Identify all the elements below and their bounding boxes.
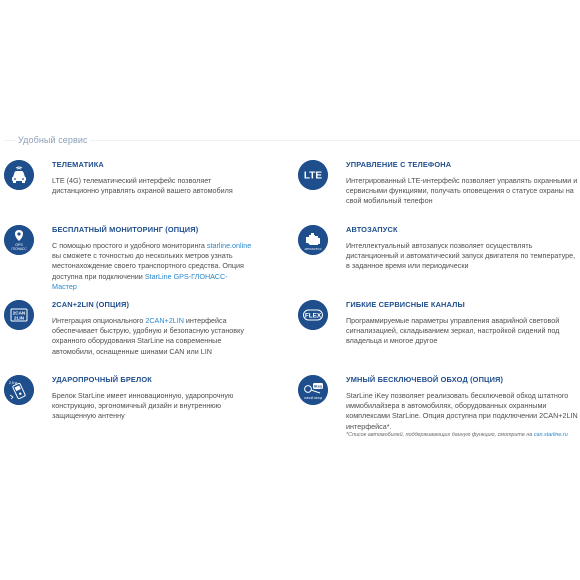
lte-icon (298, 160, 328, 190)
feature-description (52, 241, 252, 292)
lte-icon-text: LTE (303, 170, 323, 182)
footnote-text: *Список автомобилей, поддерживающих данную функцию, смотрите на (346, 432, 534, 438)
gps-glonass-icon (4, 225, 34, 255)
svg-text:УМНЫЙ ОБХОД: УМНЫЙ ОБХОД (303, 397, 323, 400)
can-starline-link[interactable]: can.starline.ru (533, 432, 568, 438)
svg-text:АВТОЗАПУСК: АВТОЗАПУСК (304, 248, 322, 251)
desc-text: Интеграция опционального (52, 316, 146, 325)
svg-text:GPS: GPS (15, 243, 23, 247)
desc-text: вы сможете с точностью до нескольких метров узнать местонахождение своего транспортного средства. Опция доступна при подключении (52, 251, 244, 281)
svg-text:2CAN: 2CAN (12, 310, 26, 316)
engine-start-icon (298, 225, 328, 255)
2can-2lin-link[interactable]: 2CAN+2LIN (145, 316, 184, 325)
shockproof-fob-icon (4, 375, 34, 405)
feature-description: Интеллектуальный автозапуск позволяет осуществлять дистанционный и автоматический запуск двигателя по температуре, в заданное время или периодически (346, 241, 576, 271)
feature-title: ГИБКИЕ СЕРВИСНЫЕ КАНАЛЫ (346, 300, 465, 309)
starline-online-link[interactable]: starline.online (206, 241, 252, 250)
svg-text:iKey: iKey (313, 383, 323, 389)
feature-title: БЕСПЛАТНЫЙ МОНИТОРИНГ (ОПЦИЯ) (52, 225, 199, 234)
flex-icon (298, 300, 328, 330)
svg-text:ГЛОНАСС: ГЛОНАСС (11, 247, 27, 251)
2can-2lin-icon (4, 300, 34, 330)
feature-title: 2CAN+2LIN (ОПЦИЯ) (52, 300, 130, 309)
svg-text:2LIN: 2LIN (14, 315, 24, 321)
feature-title: УПРАВЛЕНИЕ С ТЕЛЕФОНА (346, 160, 452, 169)
feature-description: Интегрированный LTE-интерфейс позволяет управлять охранными и сервисными функциями, получать оповещения о статусе охраны на свой мобильный телефон (346, 176, 578, 206)
section-title: Удобный сервис (18, 135, 88, 145)
gps-glonass-master-link[interactable]: StarLine GPS-ГЛОНАСС-Мастер (52, 271, 228, 291)
feature-title: УДАРОПРОЧНЫЙ БРЕЛОК (52, 375, 152, 384)
feature-description: Программируемые параметры управления аварийной световой сигнализацией, складыванием зеркал, настройкой сидений под владельца и многое другое (346, 316, 560, 346)
footnote (346, 432, 566, 438)
feature-title: АВТОЗАПУСК (346, 225, 398, 234)
feature-description: Брелок StarLine имеет инновационную, ударопрочную конструкцию, эргономичный дизайн и внутреннюю защищенную антенну (52, 391, 234, 421)
feature-title: УМНЫЙ БЕСКЛЮЧЕВОЙ ОБХОД (ОПЦИЯ) (346, 375, 504, 384)
header-divider (4, 140, 580, 141)
svg-text:2,5 м: 2,5 м (9, 381, 17, 385)
feature-description (52, 316, 252, 357)
desc-text: С помощью простого и удобного мониторинга (52, 241, 207, 250)
car-telematics-icon (4, 160, 34, 190)
feature-description: LTE (4G) телематический интерфейс позволяет дистанционно управлять охраной вашего автомобиля (52, 176, 233, 196)
feature-title: ТЕЛЕМАТИКА (52, 160, 104, 169)
feature-description: StarLine iKey позволяет реализовать бесключевой обход штатного иммобилайзера в автомобилях, оборудованных охранными комплексами StarLine. Опция доступна при подключении 2CAN+2LIN интерфейса*. (346, 391, 578, 431)
ikey-icon (298, 375, 328, 405)
desc-text: интерфейса обеспечивает быструю, удобную и безопасную установку охранного оборудования StarLine на современные автомобили, оснащенные шинами CAN или LIN (52, 316, 244, 356)
svg-text:FLEX: FLEX (304, 312, 322, 320)
